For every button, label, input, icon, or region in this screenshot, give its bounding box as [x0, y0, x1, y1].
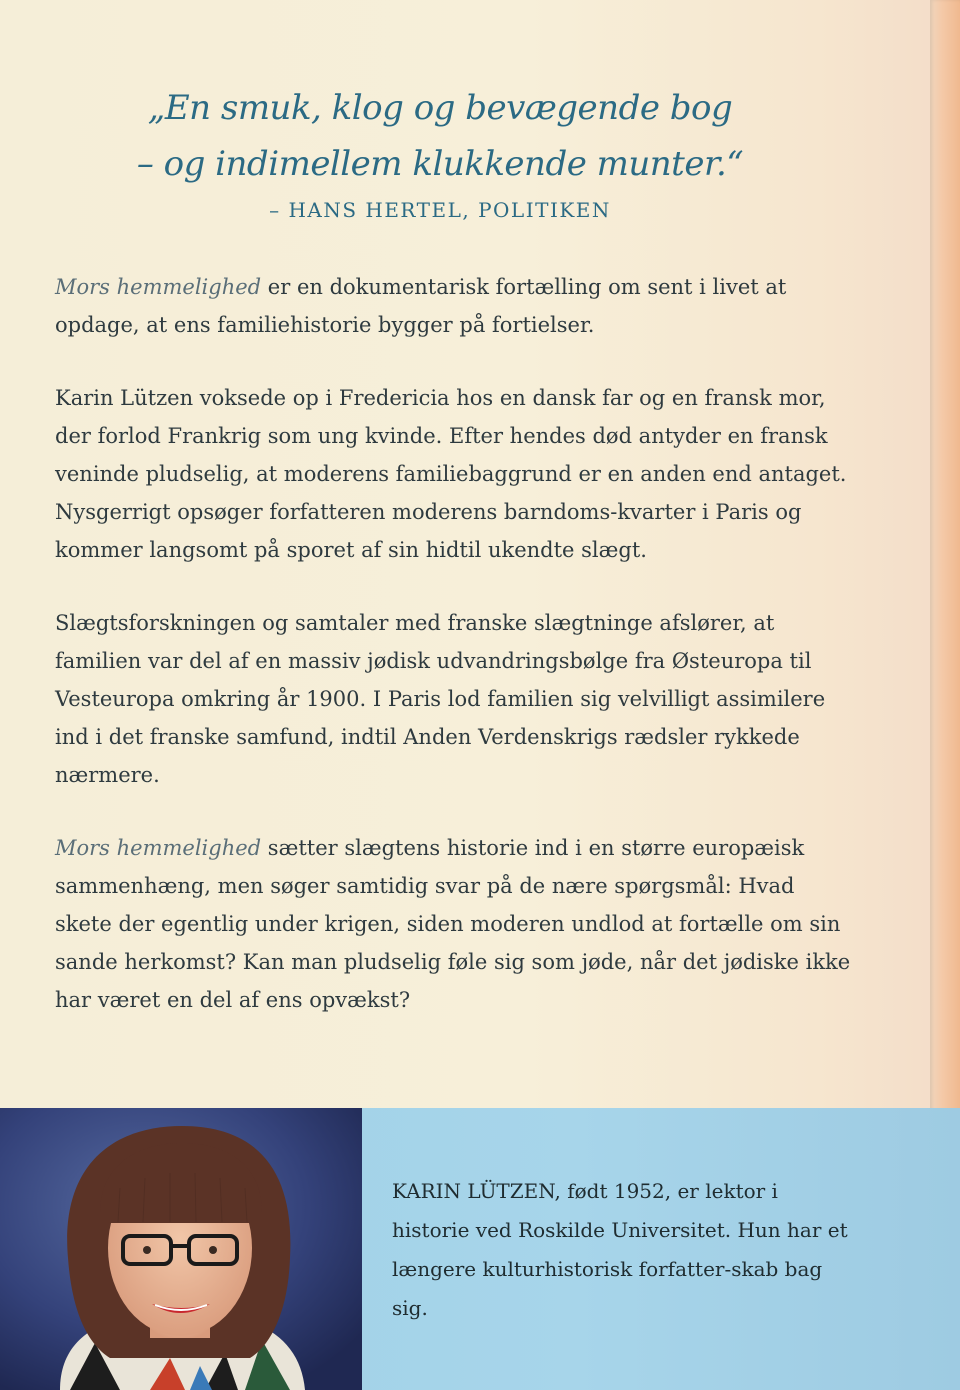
blurb-paragraph-2: Karin Lützen voksede op i Fredericia hos en dansk far og en fransk mor, der forlod Frankrig som ung kvinde. Efter hendes død antyder en fransk veninde pludselig, at moderens familiebaggrund er en anden end antaget. Nysgerrigt opsøger forfatteren moderens barndoms-kvarter i Paris og kommer langsomt på sporet af sin hidtil ukendte slægt.: [55, 386, 847, 562]
book-title-italic: Mors hemmelighed: [55, 275, 262, 299]
paragraph-text: er en dokumentarisk fortælling om sent i livet at opdage, at ens familiehistorie bygger på fortielser.: [55, 275, 787, 337]
paragraph-text: sætter slægtens historie ind i en større europæisk sammenhæng, men søger samtidig svar på de nære spørgsmål: Hvad skete der egentlig under krigen, siden moderen undlod at fortælle om sin sande herkomst? Kan man pludselig føle sig som jøde, når det jødiske ikke har været en del af ens opvækst?: [55, 836, 851, 1012]
blurb-text: [55, 268, 855, 1054]
blurb-paragraph-4: [55, 829, 855, 1019]
author-bio: KARIN LÜTZEN, født 1952, er lektor i historie ved Roskilde Universitet. Hun har et længere kulturhistorisk forfatter-skab bag sig.: [392, 1179, 848, 1320]
blurb-paragraph-3: Slægtsforskningen og samtaler med franske slægtninge afslører, at familien var del af en massiv jødisk udvandringsbølge fra Østeuropa til Vesteuropa omkring år 1900. I Paris lod familien sig velvilligt assimilere ind i det franske samfund, indtil Anden Verdenskrigs rædsler rykkede nærmere.: [55, 611, 826, 787]
review-quote: [120, 80, 760, 222]
blurb-paragraph-1: [55, 268, 855, 344]
quote-line-2: – og indimellem klukkende munter.“: [136, 144, 744, 184]
author-portrait-illustration: [0, 1108, 362, 1390]
book-title-italic: Mors hemmelighed: [55, 836, 262, 860]
author-photo: [0, 1108, 362, 1390]
quote-line-1: „En smuk, klog og bevægende bog: [147, 88, 733, 128]
quote-attribution: – HANS HERTEL, POLITIKEN: [269, 198, 611, 222]
